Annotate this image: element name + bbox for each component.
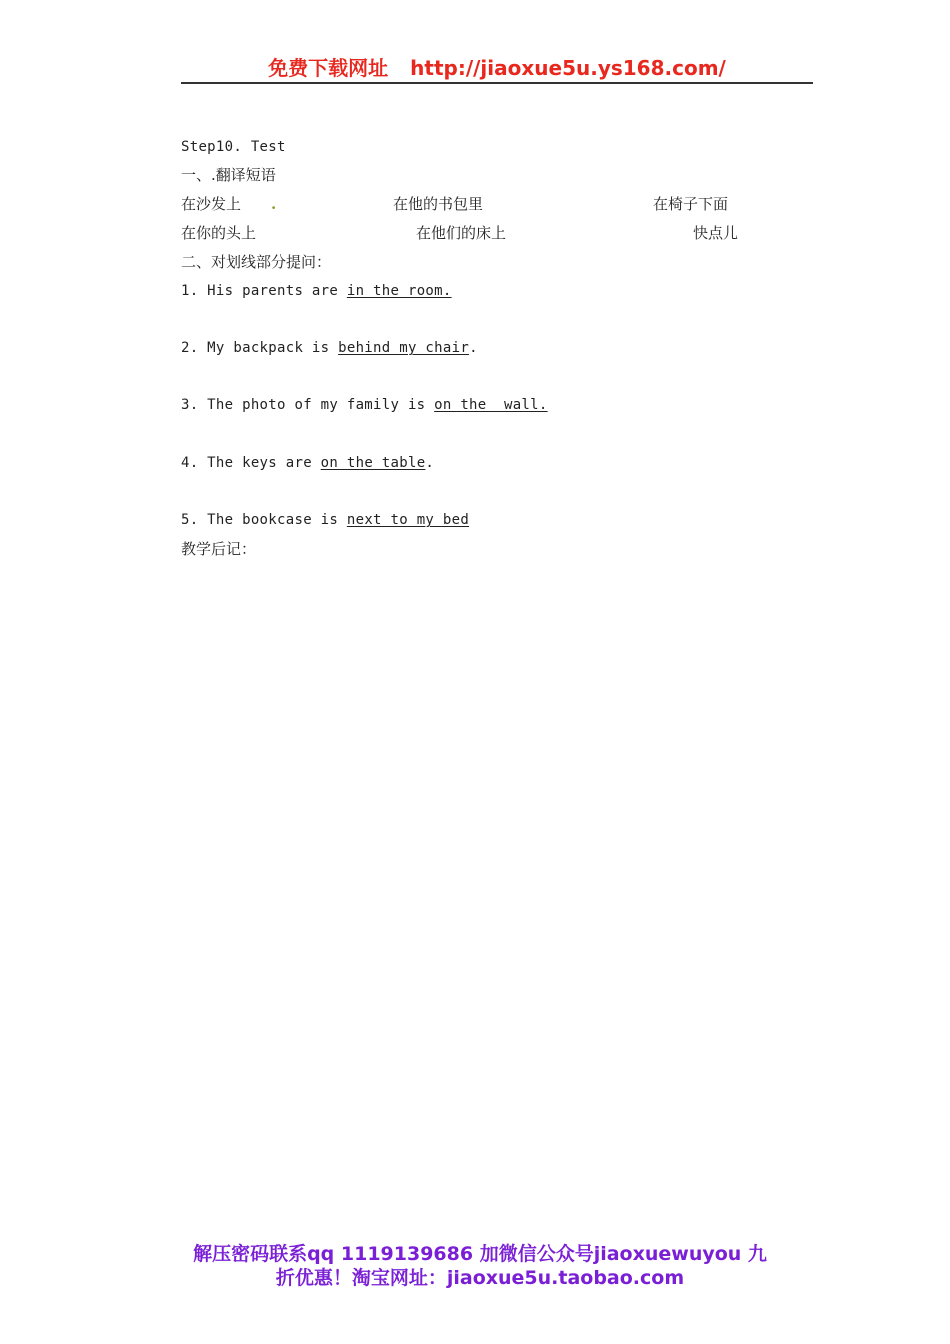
question-1 [181, 280, 452, 302]
phrases-row-1 [181, 193, 821, 215]
question-text: 1. His parents are [181, 283, 347, 299]
question-4 [181, 452, 434, 474]
question-5 [181, 509, 469, 531]
underlined-answer: behind my chair [338, 340, 470, 356]
header-url-link[interactable]: http://jiaoxue5u.ys168.com/ [410, 56, 726, 80]
underlined-answer: next to my bed [346, 512, 470, 528]
step-title: Step10. Test [181, 139, 286, 155]
teaching-notes-label: 教学后记： [181, 540, 257, 558]
page-header [181, 54, 813, 84]
phrase-in-his-schoolbag: 在他的书包里 [393, 195, 484, 213]
phrase-hurry-up: 快点儿 [693, 224, 739, 242]
question-2 [181, 337, 478, 359]
question-text: 3. The photo of my family is [181, 397, 435, 413]
phrase-on-sofa: 在沙发上 [181, 195, 242, 213]
section1-title: 一、.翻译短语 [181, 166, 276, 184]
underlined-answer: in the room. [346, 283, 452, 299]
header-download-label: 免费下载网址 [268, 56, 389, 80]
phrase-on-your-head: 在你的头上 [181, 224, 257, 242]
question-3 [181, 394, 548, 416]
question-suffix: . [425, 455, 435, 471]
question-suffix: . [469, 340, 478, 356]
phrase-under-chair: 在椅子下面 [653, 195, 729, 213]
underlined-answer: on the wall. [434, 397, 548, 413]
phrases-row-2 [181, 222, 821, 244]
underlined-answer: on the table [320, 455, 426, 471]
footer-line-2: 折优惠！淘宝网址：jiaoxue5u.taobao.com [275, 1267, 685, 1289]
footer-line-1: 解压密码联系qq 1119139686 加微信公众号jiaoxuewuyou 九 [193, 1243, 767, 1265]
stray-dot: . [271, 195, 277, 213]
question-text: 4. The keys are [181, 455, 321, 471]
phrase-on-their-bed: 在他们的床上 [416, 224, 507, 242]
question-text: 2. My backpack is [181, 340, 339, 356]
question-text: 5. The bookcase is [181, 512, 347, 528]
section2-title: 二、对划线部分提问： [181, 253, 332, 271]
